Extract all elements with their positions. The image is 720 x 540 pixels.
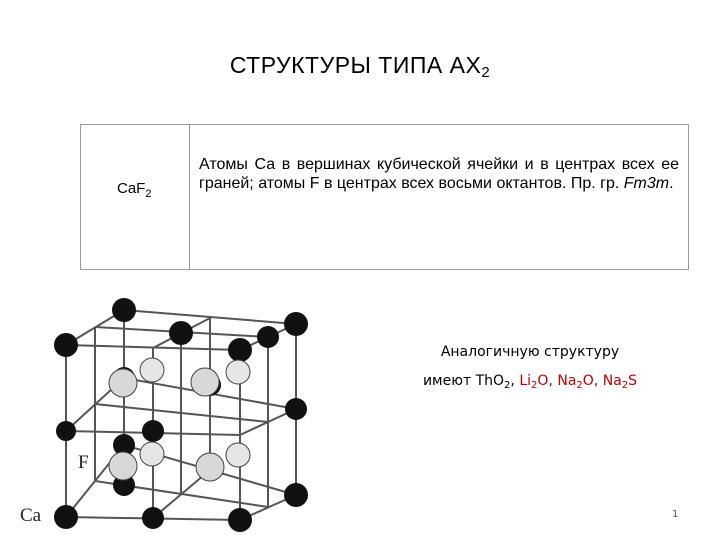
ca-atom [169, 321, 193, 345]
space-group: Fm3m [623, 175, 670, 192]
f-atom [109, 369, 137, 397]
f-atoms [109, 358, 250, 481]
f-atom [196, 453, 224, 481]
note-line-2 [380, 373, 680, 391]
slide-title-text: СТРУКТУРЫ ТИПА АХ [229, 52, 482, 78]
ca-atom [54, 505, 78, 529]
compound-main: Li [519, 373, 532, 389]
compound-li2o [519, 373, 637, 389]
note-prefix-sub: 2 [504, 380, 511, 391]
f-atom [140, 358, 164, 382]
compound-tail: S [628, 373, 638, 389]
f-atom [109, 452, 137, 480]
ca-atom [228, 508, 252, 532]
compound-sub: 2 [621, 380, 629, 391]
compound-sub: 2 [576, 380, 583, 391]
description-text: Атомы Са в вершинах кубической ячейки и в центрах всех ее граней; атомы F в центрах всех восьми октантов. Пр. гр. [199, 156, 679, 192]
compound-sep: , [593, 373, 603, 389]
ca-atom [112, 298, 136, 322]
compound-main: Na [602, 373, 622, 389]
note-prefix: имеют ThO [422, 373, 505, 389]
formula-subscript: 2 [145, 188, 152, 200]
compound-main: Na [557, 373, 577, 389]
compound-sub: 2 [531, 380, 538, 391]
ca-atom [228, 338, 252, 362]
description-end: . [669, 175, 674, 192]
f-atom [140, 442, 164, 466]
ca-atom [285, 398, 307, 420]
ca-atom [54, 333, 78, 357]
ca-atom [142, 507, 164, 529]
compound-sep: , [548, 373, 558, 389]
f-atom [226, 360, 250, 384]
compound-tail: O [537, 373, 549, 389]
ca-atom [56, 421, 76, 441]
f-atom [191, 368, 219, 396]
ca-atom [142, 420, 164, 442]
ca-atom [257, 326, 279, 348]
ca-atom [284, 312, 308, 336]
slide-title-subscript: 2 [481, 64, 491, 81]
page-number: 1 [672, 509, 679, 520]
note-sep: , [510, 373, 520, 389]
ca-atom [284, 483, 308, 507]
label-f: F [78, 452, 89, 473]
label-ca: Ca [20, 505, 42, 526]
f-atom [226, 443, 250, 467]
formula-text: CaF [117, 180, 146, 197]
compound-tail: O [582, 373, 594, 389]
note-line-1: Аналогичную структуру [440, 344, 620, 360]
